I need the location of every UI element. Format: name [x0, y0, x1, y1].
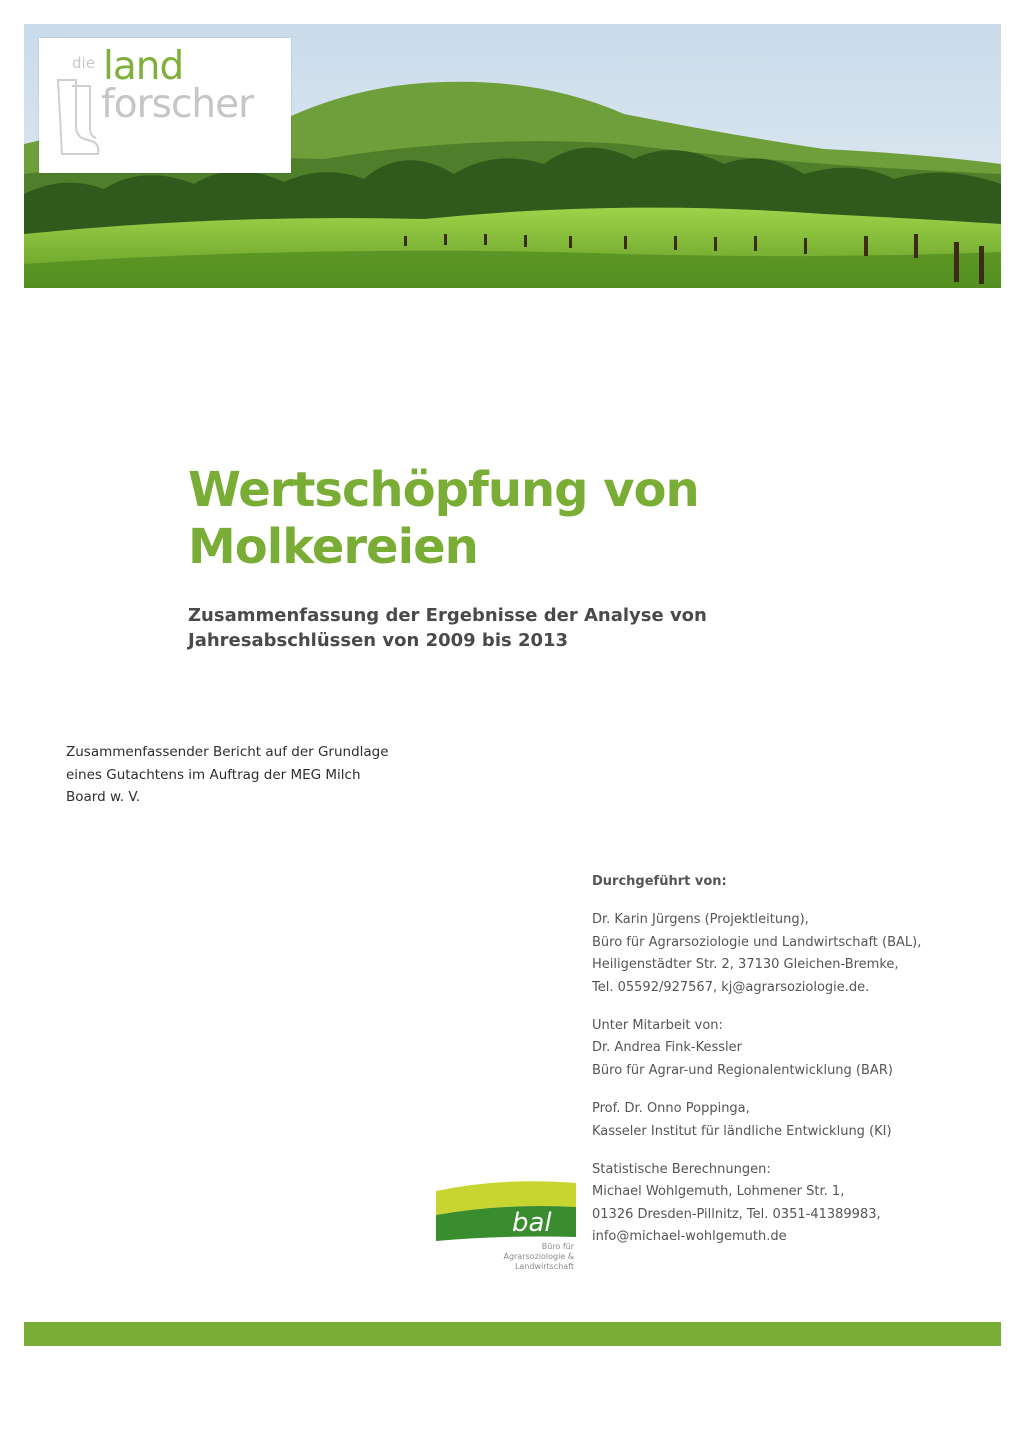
credits-line: 01326 Dresden-Pillnitz, Tel. 0351-41389983,: [592, 1206, 881, 1222]
credits-line: Prof. Dr. Onno Poppinga,: [592, 1101, 750, 1117]
credits-line: Michael Wohlgemuth, Lohmener Str. 1,: [592, 1184, 845, 1200]
credits-line: Unter Mitarbeit von:: [592, 1018, 723, 1034]
logo-forscher-text: forscher: [101, 82, 254, 127]
credits-line: Dr. Andrea Fink-Kessler: [592, 1040, 742, 1056]
credits-heading: Durchgeführt von:: [592, 874, 727, 889]
credits-line: Heiligenstädter Str. 2, 37130 Gleichen-Bremke,: [592, 957, 899, 973]
credits-collab-group: [592, 1015, 992, 1082]
credits-line: Tel. 05592/927567, kj@agrarsoziologie.de.: [592, 979, 870, 995]
report-description-line: Board w. V.: [66, 789, 141, 805]
bal-text-line: Agrarsoziologie &: [503, 1252, 574, 1261]
credits-stats-group: [592, 1159, 992, 1249]
bal-text-line: Landwirtschaft: [514, 1262, 574, 1271]
credits-prof-group: [592, 1098, 992, 1143]
logo-land-text: land: [103, 44, 184, 89]
logo-die-text: die: [72, 54, 95, 72]
credits-lead-group: [592, 909, 992, 999]
credits-line: info@michael-wohlgemuth.de: [592, 1229, 787, 1245]
document-subtitle: [188, 603, 748, 653]
credits-line: Büro für Agrar-und Regionalentwicklung (BAR): [592, 1062, 893, 1078]
landforscher-logo: [39, 38, 291, 173]
credits-line: Dr. Karin Jürgens (Projektleitung),: [592, 912, 809, 928]
credits-line: Statistische Berechnungen:: [592, 1162, 771, 1178]
title-line-2: Molkereien: [188, 519, 478, 575]
document-title: [188, 462, 748, 576]
subtitle-line-1: Zusammenfassung der Ergebnisse der Analyse von: [188, 605, 707, 626]
report-description-line: Zusammenfassender Bericht auf der Grundlage: [66, 744, 389, 760]
report-description-line: eines Gutachtens im Auftrag der MEG Milch: [66, 766, 361, 783]
title-line-1: Wertschöpfung von: [188, 462, 699, 518]
credits-line: Büro für Agrarsoziologie und Landwirtschaft (BAL),: [592, 934, 922, 950]
footer-green-bar: [24, 1322, 1001, 1346]
credits-line: Kasseler Institut für ländliche Entwicklung (KI): [592, 1123, 892, 1139]
credits-block: [592, 871, 992, 1265]
report-description: [66, 741, 446, 809]
boots-icon: [54, 76, 104, 158]
bal-text-line: Büro für: [541, 1242, 574, 1251]
subtitle-line-2: Jahresabschlüssen von 2009 bis 2013: [188, 630, 569, 651]
bal-logo-text: [488, 1242, 574, 1272]
bal-logo-name: bal: [512, 1208, 552, 1238]
